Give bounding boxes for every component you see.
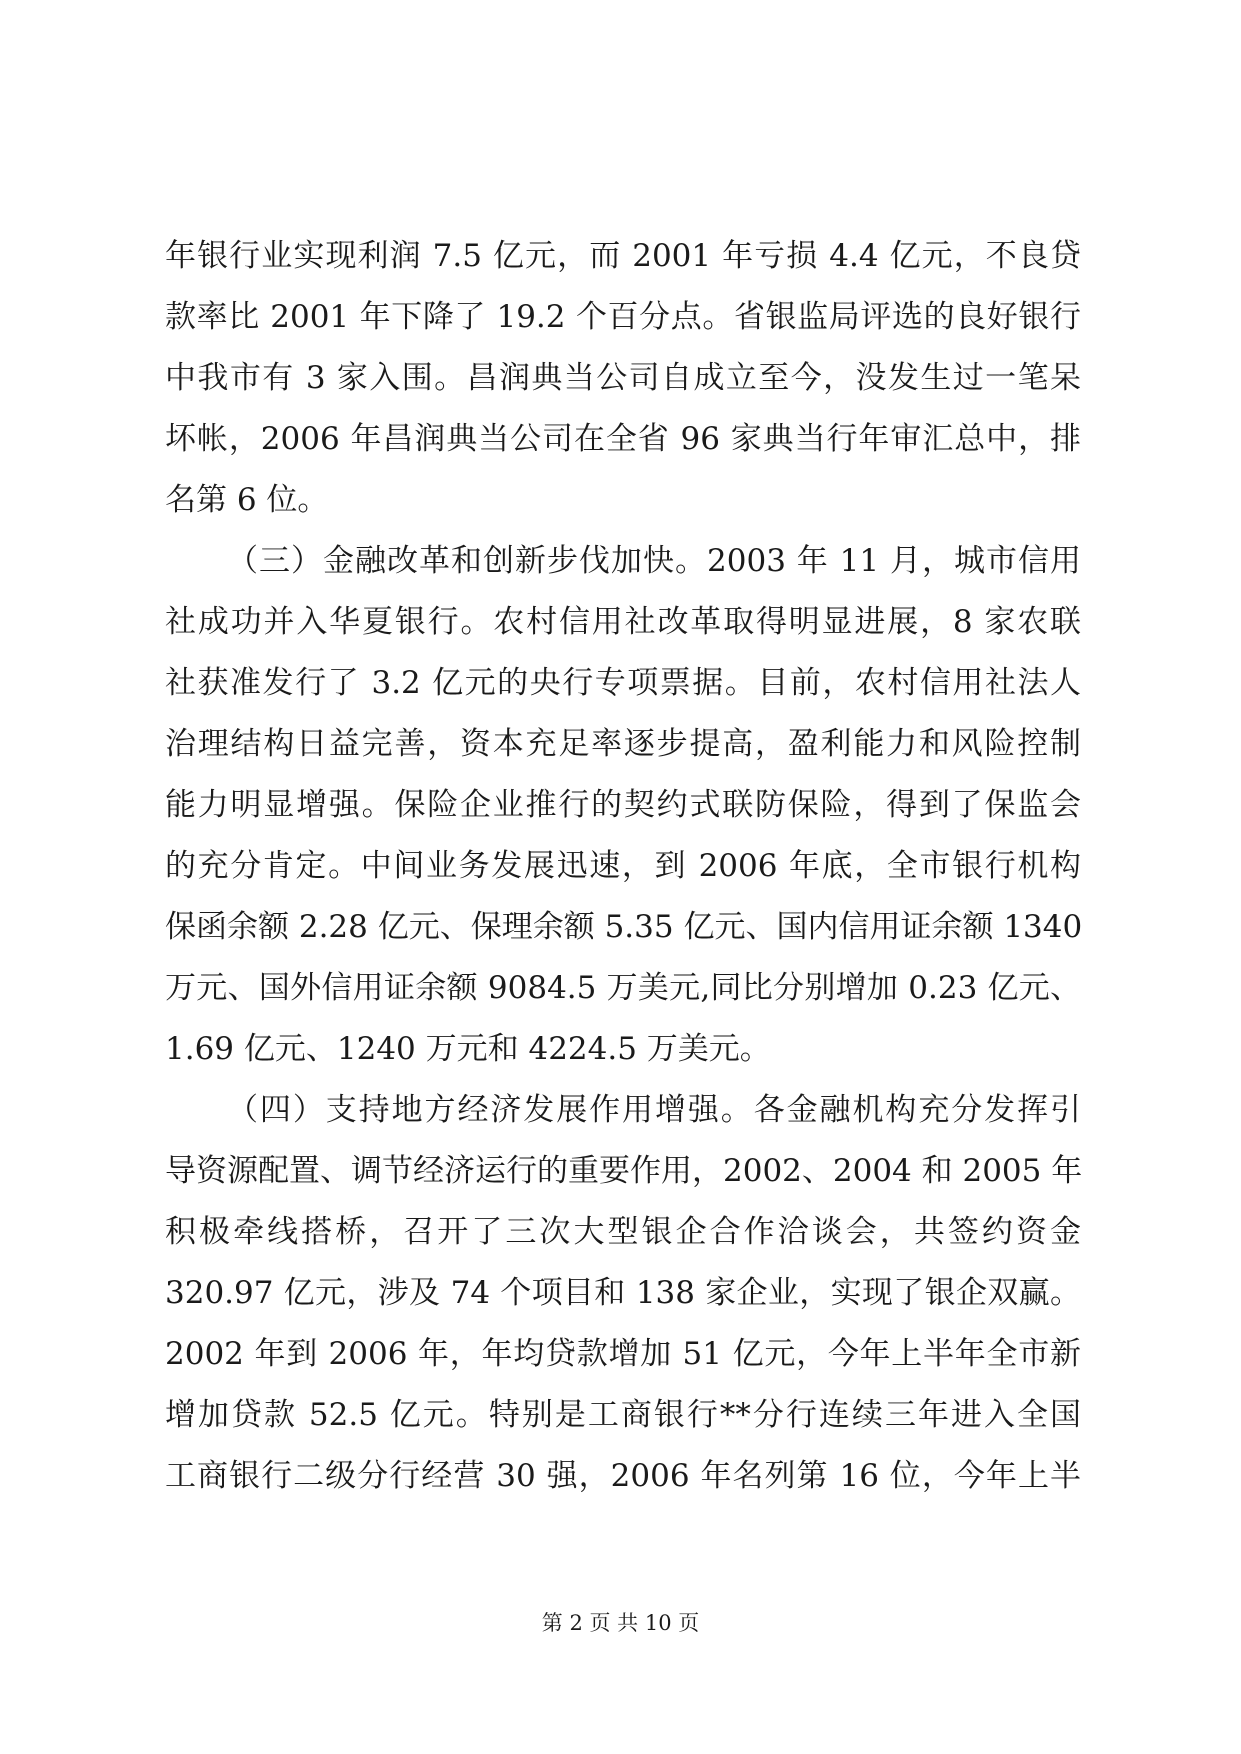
text-line: 工商银行二级分行经营 30 强，2006 年名列第 16 位，今年上半 — [165, 1458, 1081, 1494]
text-line: 320.97 亿元，涉及 74 个项目和 138 家企业，实现了银企双赢。 — [165, 1275, 1081, 1311]
text-line: 坏帐，2006 年昌润典当公司在全省 96 家典当行年审汇总中，排 — [165, 421, 1081, 457]
text-line: 名第 6 位。 — [165, 482, 329, 518]
paragraph — [165, 226, 1081, 531]
text-line: 社成功并入华夏银行。农村信用社改革取得明显进展，8 家农联 — [165, 604, 1081, 640]
paragraph — [165, 1080, 1081, 1507]
text-line: 年银行业实现利润 7.5 亿元，而 2001 年亏损 4.4 亿元，不良贷 — [165, 238, 1081, 274]
text-line: 2002 年到 2006 年，年均贷款增加 51 亿元，今年上半年全市新 — [165, 1336, 1081, 1372]
text-line: 能力明显增强。保险企业推行的契约式联防保险，得到了保监会 — [165, 787, 1081, 823]
text-line: （四）支持地方经济发展作用增强。各金融机构充分发挥引 — [227, 1092, 1081, 1128]
text-line: 导资源配置、调节经济运行的重要作用，2002、2004 和 2005 年 — [165, 1153, 1083, 1189]
text-line: 万元、国外信用证余额 9084.5 万美元,同比分别增加 0.23 亿元、 — [165, 970, 1081, 1006]
page-number-footer: 第 2 页 共 10 页 — [541, 1611, 700, 1635]
text-line: 治理结构日益完善，资本充足率逐步提高，盈利能力和风险控制 — [165, 726, 1081, 762]
text-line: 增加贷款 52.5 亿元。特别是工商银行**分行连续三年进入全国 — [165, 1397, 1081, 1433]
document-body — [165, 226, 1081, 1507]
text-line: 社获准发行了 3.2 亿元的央行专项票据。目前，农村信用社法人 — [165, 665, 1081, 701]
text-line: 保函余额 2.28 亿元、保理余额 5.35 亿元、国内信用证余额 1340 — [165, 909, 1083, 945]
text-line: 1.69 亿元、1240 万元和 4224.5 万美元。 — [165, 1031, 771, 1067]
paragraph — [165, 531, 1081, 1080]
text-line: 中我市有 3 家入围。昌润典当公司自成立至今，没发生过一笔呆 — [165, 360, 1081, 396]
text-line: （三）金融改革和创新步伐加快。2003 年 11 月，城市信用 — [227, 543, 1081, 579]
text-line: 的充分肯定。中间业务发展迅速，到 2006 年底，全市银行机构 — [165, 848, 1081, 884]
text-line: 积极牵线搭桥，召开了三次大型银企合作洽谈会，共签约资金 — [165, 1214, 1081, 1250]
text-line: 款率比 2001 年下降了 19.2 个百分点。省银监局评选的良好银行 — [165, 299, 1081, 335]
